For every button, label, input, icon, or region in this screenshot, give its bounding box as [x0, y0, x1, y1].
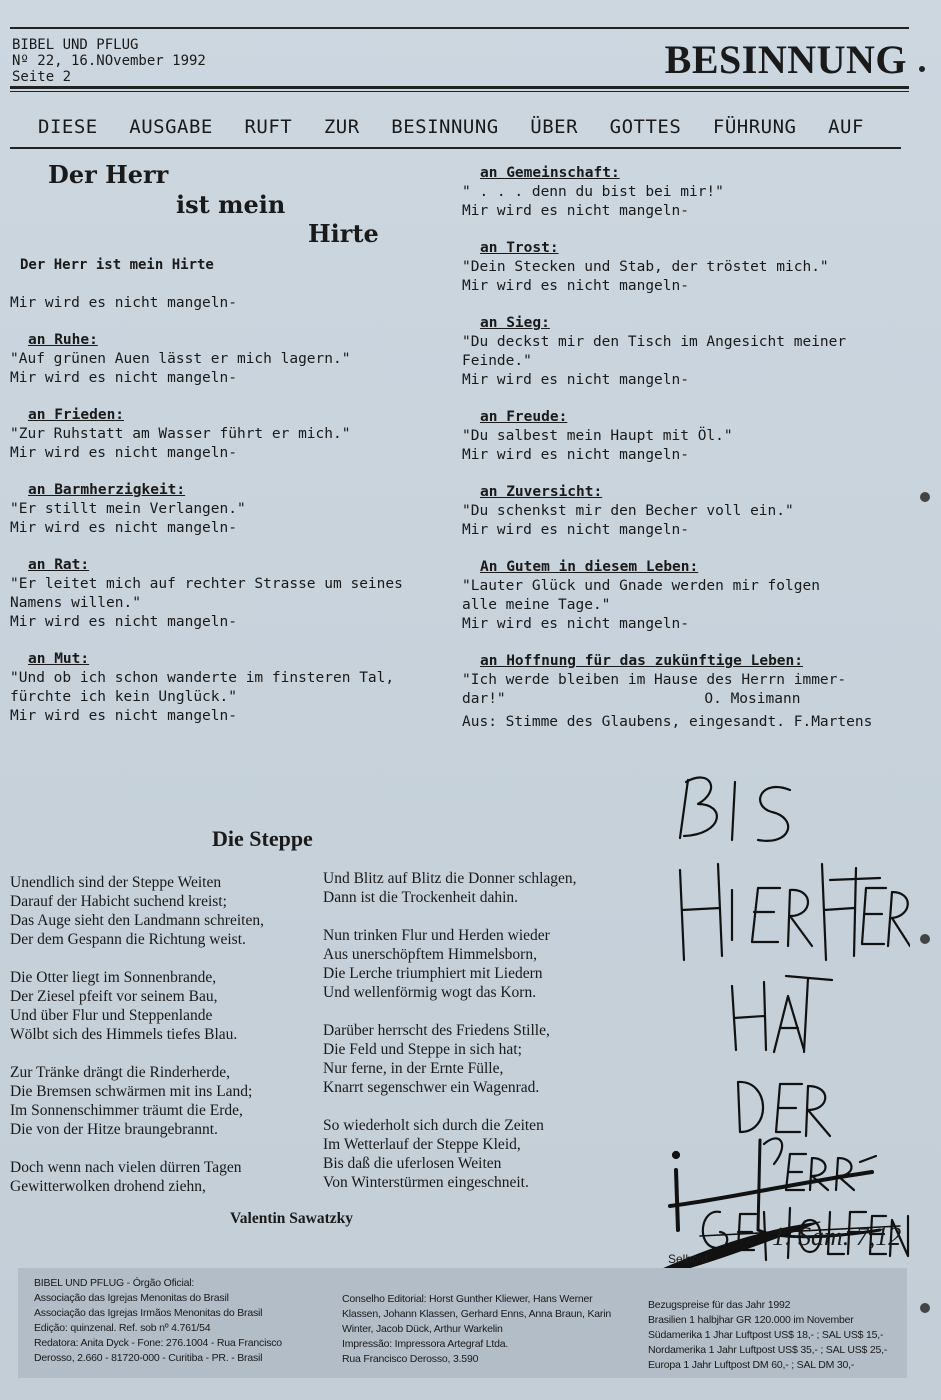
- poem-line: Der Ziesel pfeift vor seinem Bau,: [10, 988, 218, 1005]
- psalm-line: " . . . denn du bist bei mir!": [462, 184, 724, 200]
- bible-reference: 1. Sam. 7,12: [772, 1222, 902, 1251]
- steppe-right-column: [323, 869, 577, 1211]
- psalm-block: [462, 558, 912, 634]
- poem-line: Im Wetterlauf der Steppe Kleid,: [323, 1136, 521, 1153]
- footer-line: Brasilien 1 halbjhar GR 120.000 im November: [648, 1314, 854, 1326]
- poem-line: Wölbt sich des Himmels tiefes Blau.: [10, 1026, 238, 1043]
- steppe-left-column: [10, 873, 264, 1215]
- footer-line: Redatora: Anita Dyck - Fone: 276.1004 - Rua Francisco: [34, 1337, 282, 1349]
- psalm-block: [10, 481, 450, 538]
- punch-hole: [920, 1303, 930, 1313]
- psalm-line: "Lauter Glück und Gnade werden mir folgen: [462, 578, 820, 594]
- footer-line: Edição: quinzenal. Ref. sob nº 4.761/54: [34, 1322, 211, 1334]
- footer-column-editorial: [342, 1292, 611, 1367]
- poem-stanza: [10, 873, 264, 949]
- poem-line: Von Winterstürmen eingeschneit.: [323, 1174, 529, 1191]
- banner-rule: [10, 147, 901, 149]
- punch-hole: [920, 934, 930, 944]
- psalm-line: "Du schenkst mir den Becher voll ein.": [462, 503, 794, 519]
- psalm-heading: an Rat:: [28, 557, 90, 573]
- banner: [38, 116, 864, 138]
- poem-stanza: [323, 1116, 577, 1192]
- footer-column-publisher: [34, 1276, 282, 1366]
- psalm-line: "Zur Ruhstatt am Wasser führt er mich.": [10, 426, 351, 442]
- artist-signature: Selbold: [668, 1252, 709, 1266]
- poem-line: Bis daß die uferlosen Weiten: [323, 1155, 502, 1172]
- psalm-heading: an Barmherzigkeit:: [28, 482, 186, 498]
- issue-date: Nº 22, 16.NOvember 1992: [12, 53, 206, 69]
- poem-line: Die Feld und Steppe in sich hat;: [323, 1041, 522, 1058]
- poem-line: Und wellenförmig wogt das Korn.: [323, 984, 537, 1001]
- footer-line: Impressão: Impressora Artegraf Ltda.: [342, 1338, 509, 1350]
- psalm-heading: an Zuversicht:: [480, 484, 603, 500]
- psalm-heading: an Ruhe:: [28, 332, 98, 348]
- psalm-title-line: Hirte: [308, 219, 379, 248]
- handwritten-verse-artwork: [640, 760, 910, 1280]
- section-title: BESINNUNG: [664, 37, 907, 82]
- psalm-heading: an Sieg:: [480, 315, 550, 331]
- poem-stanza: [323, 926, 577, 1002]
- banner-word: AUSGABE: [129, 116, 213, 138]
- poem-line: Die Otter liegt im Sonnenbrande,: [10, 969, 217, 986]
- psalm-line: Namens willen.": [10, 595, 141, 611]
- poem-line: Darauf der Habicht suchend kreist;: [10, 893, 227, 910]
- banner-word: ÜBER: [530, 116, 579, 138]
- psalm-line: Mir wird es nicht mangeln-: [462, 278, 689, 294]
- psalm-line: Feinde.": [462, 353, 532, 369]
- psalm-block: [10, 331, 450, 388]
- header-rule-thin: [10, 91, 909, 92]
- poem-stanza: [323, 1021, 577, 1097]
- psalm-block: [10, 556, 450, 632]
- poem-line: Das Auge sieht den Landmann schreiten,: [10, 912, 264, 929]
- footer-line: Winter, Jacob Dück, Arthur Warkelin: [342, 1323, 503, 1335]
- psalm-line: Mir wird es nicht mangeln-: [10, 708, 237, 724]
- psalm-line: Mir wird es nicht mangeln-: [462, 447, 689, 463]
- psalm-title-line: ist mein: [176, 190, 286, 219]
- psalm-block: [462, 652, 912, 709]
- psalm-heading: an Hoffnung für das zukünftige Leben:: [480, 653, 804, 669]
- psalm-line: "Dein Stecken und Stab, der tröstet mich.": [462, 259, 829, 275]
- psalm-line: "Du deckst mir den Tisch im Angesicht meiner: [462, 334, 847, 350]
- poem-line: Knarrt segenschwer ein Wagenrad.: [323, 1079, 540, 1096]
- psalm-line: alle meine Tage.": [462, 597, 611, 613]
- psalm-line: Mir wird es nicht mangeln-: [10, 445, 237, 461]
- poem-line: Gewitterwolken drohend ziehn,: [10, 1178, 206, 1195]
- header-rule-thick: [10, 86, 909, 89]
- footer-column-prices: [648, 1298, 887, 1373]
- poem-line: So wiederholt sich durch die Zeiten: [323, 1117, 544, 1134]
- psalm-line: "Und ob ich schon wanderte im finsteren Tal,: [10, 670, 395, 686]
- psalm-line: Mir wird es nicht mangeln-: [462, 372, 689, 388]
- punch-hole: [920, 492, 930, 502]
- psalm-heading: an Freude:: [480, 409, 568, 425]
- psalm-line: "Er leitet mich auf rechter Strasse um seines: [10, 576, 403, 592]
- poem-line: Darüber herrscht des Friedens Stille,: [323, 1022, 550, 1039]
- psalm-line: Mir wird es nicht mangeln-: [462, 522, 689, 538]
- banner-word: BESINNUNG: [391, 116, 499, 138]
- footer-line: Rua Francisco Derosso, 3.590: [342, 1353, 479, 1365]
- footer-line: Associação das Igrejas Irmãos Menonitas do Brasil: [34, 1307, 263, 1319]
- psalm-line: Mir wird es nicht mangeln-: [10, 370, 237, 386]
- header-rule-top: [10, 27, 909, 29]
- psalm-line: "Er stillt mein Verlangen.": [10, 501, 246, 517]
- banner-word: ZUR: [323, 116, 360, 138]
- psalm-block: [462, 164, 912, 221]
- poem-line: Doch wenn nach vielen dürren Tagen: [10, 1159, 242, 1176]
- psalm-block: [462, 483, 912, 540]
- footer-line: Europa 1 Jahr Luftpost DM 60,- ; SAL DM 30,-: [648, 1359, 855, 1371]
- footer-line: Conselho Editorial: Horst Gunther Kliewer, Hans Werner: [342, 1293, 593, 1305]
- poem-line: Nur ferne, in der Ernte Fülle,: [323, 1060, 504, 1077]
- banner-word: RUFT: [244, 116, 293, 138]
- poem-line: Nun trinken Flur und Herden wieder: [323, 927, 550, 944]
- psalm-line: "Auf grünen Auen lässt er mich lagern.": [10, 351, 351, 367]
- poem-line: Unendlich sind der Steppe Weiten: [10, 874, 222, 891]
- steppe-title: Die Steppe: [212, 826, 313, 851]
- poem-line: Dann ist die Trockenheit dahin.: [323, 889, 519, 906]
- psalm-heading: an Trost:: [480, 240, 559, 256]
- banner-word: AUF: [828, 116, 864, 138]
- psalm-heading: an Gemeinschaft:: [480, 165, 620, 181]
- footer-line: Derosso, 2.660 - 81720-000 - Curitiba - PR. - Brasil: [34, 1352, 263, 1364]
- footer-line: Bezugspreise für das Jahr 1992: [648, 1299, 791, 1311]
- psalm-heading: an Mut:: [28, 651, 90, 667]
- poem-stanza: [10, 1063, 264, 1139]
- header-dot: [919, 66, 925, 72]
- poem-line: Zur Tränke drängt die Rinderherde,: [10, 1064, 230, 1081]
- poem-line: Im Sonnenschimmer träumt die Erde,: [10, 1102, 243, 1119]
- psalm-author: O. Mosimann: [704, 691, 801, 707]
- poem-line: Und über Flur und Steppenlande: [10, 1007, 213, 1024]
- psalm-block: [10, 406, 450, 463]
- psalm-subtitle: Der Herr ist mein Hirte: [20, 257, 214, 273]
- psalm-line: Mir wird es nicht mangeln-: [10, 295, 237, 311]
- footer-line: Nordamerika 1 Jahr Luftpost US$ 35,- ; SAL US$ 25,-: [648, 1344, 888, 1356]
- footer-line: Klassen, Johann Klassen, Gerhard Enns, Anna Braun, Karin: [342, 1308, 611, 1320]
- banner-word: FÜHRUNG: [712, 116, 797, 138]
- psalm-left-column: [10, 294, 450, 744]
- psalm-block: [462, 314, 912, 390]
- psalm-block: [10, 650, 450, 726]
- poem-line: Die Bremsen schwärmen mit ins Land;: [10, 1083, 253, 1100]
- psalm-line: Mir wird es nicht mangeln-: [10, 614, 237, 630]
- psalm-line: Mir wird es nicht mangeln-: [10, 520, 237, 536]
- banner-word: DIESE: [38, 116, 98, 138]
- psalm-heading: an Frieden:: [28, 407, 125, 423]
- psalm-line: [462, 690, 912, 709]
- poem-stanza: [323, 869, 577, 907]
- poem-line: Aus unerschöpftem Himmelsborn,: [323, 946, 537, 963]
- psalm-block: [10, 294, 450, 313]
- psalm-line: Mir wird es nicht mangeln-: [462, 203, 689, 219]
- poem-stanza: [10, 1158, 264, 1196]
- psalm-source: Aus: Stimme des Glaubens, eingesandt. F.Martens: [462, 714, 873, 730]
- psalm-heading: An Gutem in diesem Leben:: [480, 559, 699, 575]
- banner-word: GOTTES: [609, 116, 682, 138]
- footer-line: Associação das Igrejas Menonitas do Brasil: [34, 1292, 229, 1304]
- page-number: Seite 2: [12, 69, 72, 85]
- psalm-right-column: [462, 164, 912, 732]
- poem-line: Die Lerche triumphiert mit Liedern: [323, 965, 543, 982]
- footer-line: BIBEL UND PFLUG - Órgão Oficial:: [34, 1277, 195, 1289]
- psalm-line: "Ich werde bleiben im Hause des Herrn immer-: [462, 672, 847, 688]
- poem-stanza: [10, 968, 264, 1044]
- footer-line: Südamerika 1 Jhar Luftpost US$ 18,- ; SAL US$ 15,-: [648, 1329, 884, 1341]
- steppe-author: Valentin Sawatzky: [230, 1210, 354, 1227]
- publication-name: BIBEL UND PFLUG: [12, 37, 139, 53]
- psalm-title-line: Der Herr: [48, 160, 169, 189]
- psalm-line: Mir wird es nicht mangeln-: [462, 616, 689, 632]
- poem-line: Der dem Gespann die Richtung weist.: [10, 931, 246, 948]
- psalm-line: "Du salbest mein Haupt mit Öl.": [462, 428, 733, 444]
- psalm-block: [462, 408, 912, 465]
- header-meta: [12, 37, 206, 85]
- poem-line: Die von der Hitze braungebrannt.: [10, 1121, 218, 1138]
- psalm-block: [462, 239, 912, 296]
- psalm-line-text: dar!": [462, 691, 506, 707]
- poem-line: Und Blitz auf Blitz die Donner schlagen,: [323, 870, 577, 887]
- psalm-line: fürchte ich kein Unglück.": [10, 689, 237, 705]
